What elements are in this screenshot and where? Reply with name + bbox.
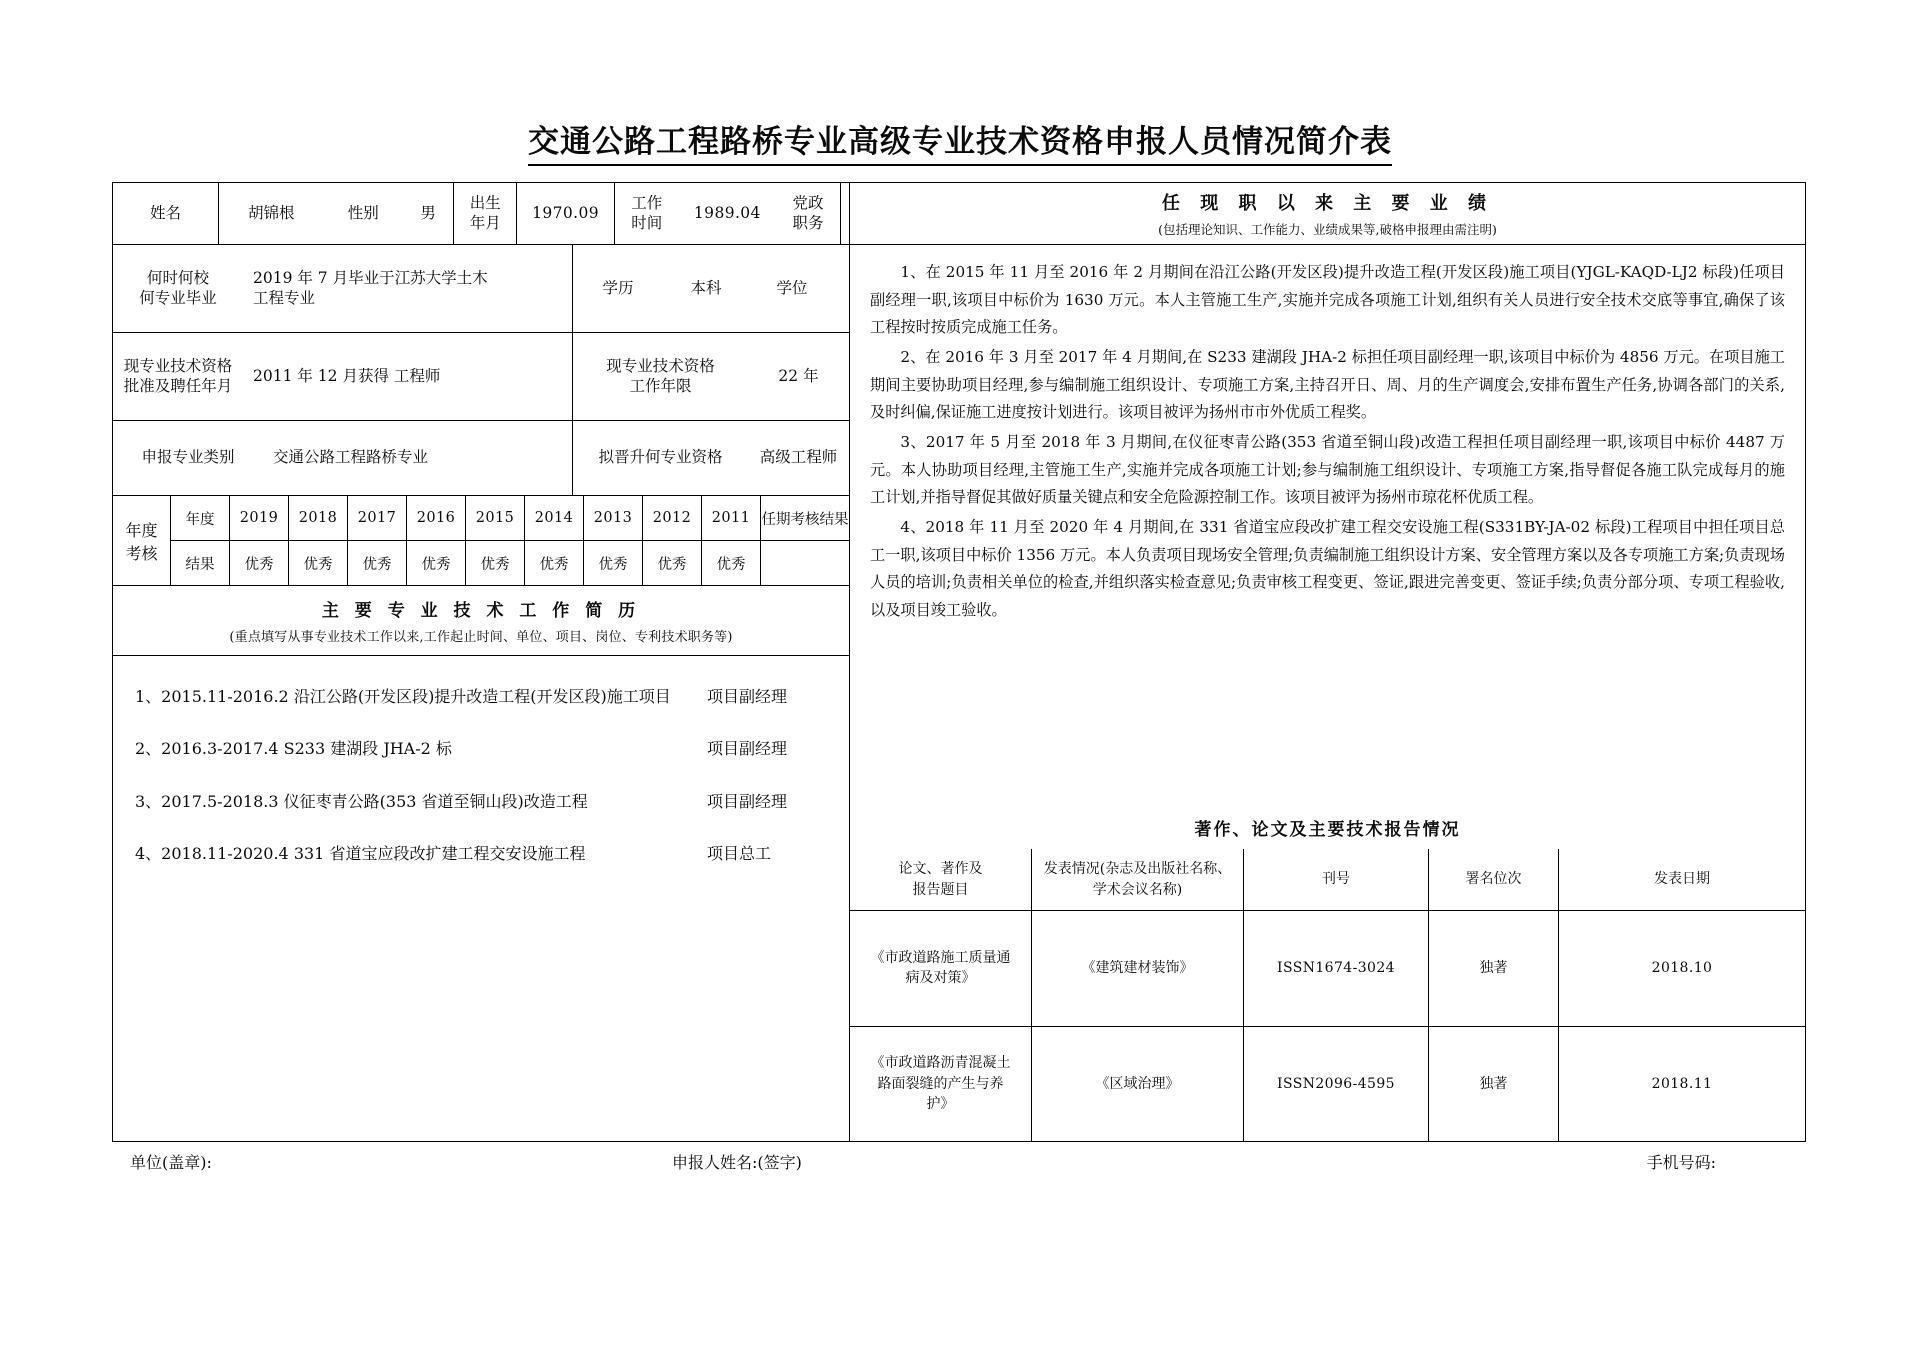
publication-journal: 《建筑建材装饰》 bbox=[1032, 911, 1244, 1026]
achievements-header bbox=[850, 183, 1805, 245]
achievement-paragraph: 3、2017 年 5 月至 2018 年 3 月期间,在仪征枣青公路(353 省道至铜山段)改造工程担任项目副经理一职,该项目中标价 4487 万元。本人协助项目经理,主管施工生产,实施并完成各项施工计划;参与编制施工组织设计、专项施工方案,指导督促各施工队完成每月的施工计划,并指导督促其做好质量关键点和安全危险源控制工作。该项目被评为扬州市琼花杯优质工程。 bbox=[870, 432, 1785, 507]
term-assessment-value bbox=[761, 541, 849, 585]
col-header-date: 发表日期 bbox=[1654, 871, 1710, 888]
publication-title: 《市政道路沥青混凝土 路面裂缝的产生与养 护》 bbox=[850, 1027, 1032, 1142]
name-value: 胡锦根 bbox=[247, 203, 295, 222]
achievements-body bbox=[850, 245, 1805, 805]
publications-header-row bbox=[850, 849, 1805, 911]
table-row bbox=[850, 1027, 1805, 1142]
annual-result-5: 优秀 bbox=[525, 541, 584, 585]
annual-result-1: 优秀 bbox=[289, 541, 348, 585]
annual-result-label: 结果 bbox=[171, 541, 230, 585]
work-start-value: 1989.04 bbox=[693, 203, 761, 222]
current-qualification-row bbox=[113, 333, 849, 421]
annual-year-label: 年度 bbox=[171, 496, 230, 540]
footer bbox=[112, 1150, 1806, 1173]
term-assessment-label: 任期考核结果 bbox=[761, 511, 849, 528]
publication-order: 独著 bbox=[1429, 1027, 1559, 1142]
work-start-label: 工作 时间 bbox=[631, 193, 663, 232]
basic-info-row bbox=[113, 183, 849, 245]
current-qual-label: 现专业技术资格 批准及聘任年月 bbox=[123, 356, 233, 395]
education-label: 何时何校 何专业毕业 bbox=[139, 268, 217, 307]
publication-issn: ISSN1674-3024 bbox=[1244, 911, 1429, 1026]
birth-value: 1970.09 bbox=[517, 183, 614, 244]
annual-year-row bbox=[171, 496, 849, 541]
achievement-paragraph: 2、在 2016 年 3 月至 2017 年 4 月期间,在 S233 建湖段 JHA-2 标担任项目副经理一职,该项目中标价为 4856 万元。在项目施工期间主要协助项目经理,参与编制施工组织设计、专项施工方案,主持召开日、周、月的生产调度会,安排布置生产任务,协调各部门的关系,及时纠偏,保证施工进度按计划进行。该项目被评为扬州市市外优质工程奖。 bbox=[870, 347, 1785, 422]
resume-entry-role: 项目副经理 bbox=[707, 687, 788, 706]
annual-year-0: 2019 bbox=[230, 496, 289, 540]
academic-degree-label: 学位 bbox=[776, 278, 808, 297]
resume-header-note: (重点填写从事专业技术工作以来,工作起止时间、单位、项目、岗位、专利技术职务等) bbox=[229, 630, 733, 645]
achievements-header-note: (包括理论知识、工作能力、业绩成果等,破格申报理由需注明) bbox=[1158, 222, 1497, 237]
annual-result-6: 优秀 bbox=[584, 541, 643, 585]
resume-entry bbox=[135, 843, 831, 865]
apply-category-row bbox=[113, 421, 849, 496]
publications-header: 著作、论文及主要技术报告情况 bbox=[1194, 819, 1461, 840]
degree-label: 学历 bbox=[602, 278, 634, 297]
phone-label: 手机号码: bbox=[1646, 1153, 1716, 1172]
resume-entry bbox=[135, 791, 831, 813]
annual-result-7: 优秀 bbox=[643, 541, 702, 585]
achievement-paragraph: 4、2018 年 11 月至 2020 年 4 月期间,在 331 省道宝应段改扩建工程交安设施工程(S331BY-JA-02 标段)工程项目中担任项目总工一职,该项目中标价 1356 万元。本人负责项目现场安全管理;负责编制施工组织设计方案、安全管理方案以及各专项施工方案;负责现场人员的培训;负责相关单位的检查,并组织落实检查意见;负责审核工程变更、签证,跟进完善变更、签证手续;负责分部分项、专项工程验收,以及项目竣工验收。 bbox=[870, 517, 1785, 619]
resume-entry bbox=[135, 738, 831, 760]
table-row bbox=[850, 911, 1805, 1027]
achievement-paragraph: 1、在 2015 年 11 月至 2016 年 2 月期间在沿江公路(开发区段)提升改造工程(开发区段)施工项目(YJGL-KAQD-LJ2 标段)任项目副经理一职,该项目中标价为 1630 万元。本人主管施工生产,实施并完成各项施工计划,组织有关人员进行安全技术交底等事宜,确保了该工程按时按质完成施工任务。 bbox=[870, 263, 1785, 337]
party-post-value bbox=[840, 183, 849, 244]
apply-category-label: 申报专业类别 bbox=[141, 448, 235, 467]
publication-issn: ISSN2096-4595 bbox=[1244, 1027, 1429, 1142]
annual-year-8: 2011 bbox=[702, 496, 761, 540]
party-post-label: 党政 职务 bbox=[792, 193, 824, 232]
annual-result-3: 优秀 bbox=[407, 541, 466, 585]
promote-value: 高级工程师 bbox=[759, 448, 838, 467]
resume-header bbox=[113, 586, 849, 656]
publication-title: 《市政道路施工质量通 病及对策》 bbox=[850, 911, 1032, 1026]
achievements-header-title: 任 现 职 以 来 主 要 业 绩 bbox=[1161, 193, 1494, 214]
publication-journal: 《区域治理》 bbox=[1032, 1027, 1244, 1142]
resume-entry-text: 4、2018.11-2020.4 331 省道宝应段改扩建工程交安设施工程 bbox=[135, 844, 586, 864]
col-header-journal: 发表情况(杂志及出版社名称、 学术会议名称) bbox=[1032, 849, 1244, 910]
name-label: 姓名 bbox=[113, 183, 219, 244]
annual-year-1: 2018 bbox=[289, 496, 348, 540]
resume-entry-text: 2、2016.3-2017.4 S233 建湖段 JHA-2 标 bbox=[135, 739, 452, 759]
col-header-issn: 刊号 bbox=[1244, 849, 1429, 910]
degree-value: 本科 bbox=[690, 278, 722, 297]
resume-entry-role: 项目总工 bbox=[707, 844, 772, 864]
col-header-title: 论文、著作及 报告题目 bbox=[850, 849, 1032, 910]
apply-category-value: 交通公路工程路桥专业 bbox=[263, 421, 573, 495]
left-column bbox=[113, 183, 850, 1141]
resume-entry-text: 1、2015.11-2016.2 沿江公路(开发区段)提升改造工程(开发区段)施工项目 bbox=[135, 687, 671, 706]
annual-result-4: 优秀 bbox=[466, 541, 525, 585]
annual-assessment-row bbox=[113, 496, 849, 586]
publications-table bbox=[850, 849, 1805, 1141]
publication-order: 独著 bbox=[1429, 911, 1559, 1026]
annual-year-4: 2015 bbox=[466, 496, 525, 540]
annual-year-7: 2012 bbox=[643, 496, 702, 540]
gender-value: 男 bbox=[420, 203, 436, 222]
annual-assessment-label: 年度 考核 bbox=[113, 496, 171, 585]
applicant-signature-label: 申报人姓名:(签字) bbox=[672, 1153, 802, 1172]
resume-entry-role: 项目副经理 bbox=[707, 791, 788, 811]
birth-label: 出生 年月 bbox=[453, 183, 517, 244]
current-qual-value: 2011 年 12 月获得 工程师 bbox=[243, 333, 573, 420]
page-title: 交通公路工程路桥专业高级专业技术资格申报人员情况简介表 bbox=[528, 125, 1392, 166]
annual-result-0: 优秀 bbox=[230, 541, 289, 585]
annual-result-row bbox=[171, 541, 849, 585]
education-row bbox=[113, 245, 849, 333]
publication-date: 2018.10 bbox=[1651, 960, 1713, 977]
annual-year-6: 2013 bbox=[584, 496, 643, 540]
resume-entry-text: 3、2017.5-2018.3 仪征枣青公路(353 省道至铜山段)改造工程 bbox=[135, 791, 588, 811]
qual-years-value: 22 年 bbox=[778, 366, 819, 385]
qual-years-label: 现专业技术资格 工作年限 bbox=[606, 356, 715, 395]
academic-degree-value bbox=[835, 245, 849, 332]
resume-entry-role: 项目副经理 bbox=[707, 739, 788, 759]
right-column bbox=[850, 183, 1805, 1141]
promote-label: 拟晋升何专业资格 bbox=[598, 448, 723, 467]
annual-result-2: 优秀 bbox=[348, 541, 407, 585]
annual-year-5: 2014 bbox=[525, 496, 584, 540]
education-value: 2019 年 7 月毕业于江苏大学土木 工程专业 bbox=[243, 245, 573, 332]
annual-assessment-grid bbox=[171, 496, 849, 585]
annual-year-2: 2017 bbox=[348, 496, 407, 540]
unit-seal-label: 单位(盖章): bbox=[130, 1153, 212, 1172]
main-form-table bbox=[112, 182, 1806, 1142]
gender-label: 性别 bbox=[347, 203, 379, 222]
col-header-order: 署名位次 bbox=[1429, 849, 1559, 910]
annual-year-3: 2016 bbox=[407, 496, 466, 540]
resume-body bbox=[113, 656, 849, 1141]
annual-result-8: 优秀 bbox=[702, 541, 761, 585]
publication-date: 2018.11 bbox=[1651, 1075, 1713, 1092]
resume-entry bbox=[135, 686, 831, 708]
resume-header-title: 主 要 专 业 技 术 工 作 简 历 bbox=[321, 601, 641, 621]
title-container bbox=[0, 125, 1920, 166]
